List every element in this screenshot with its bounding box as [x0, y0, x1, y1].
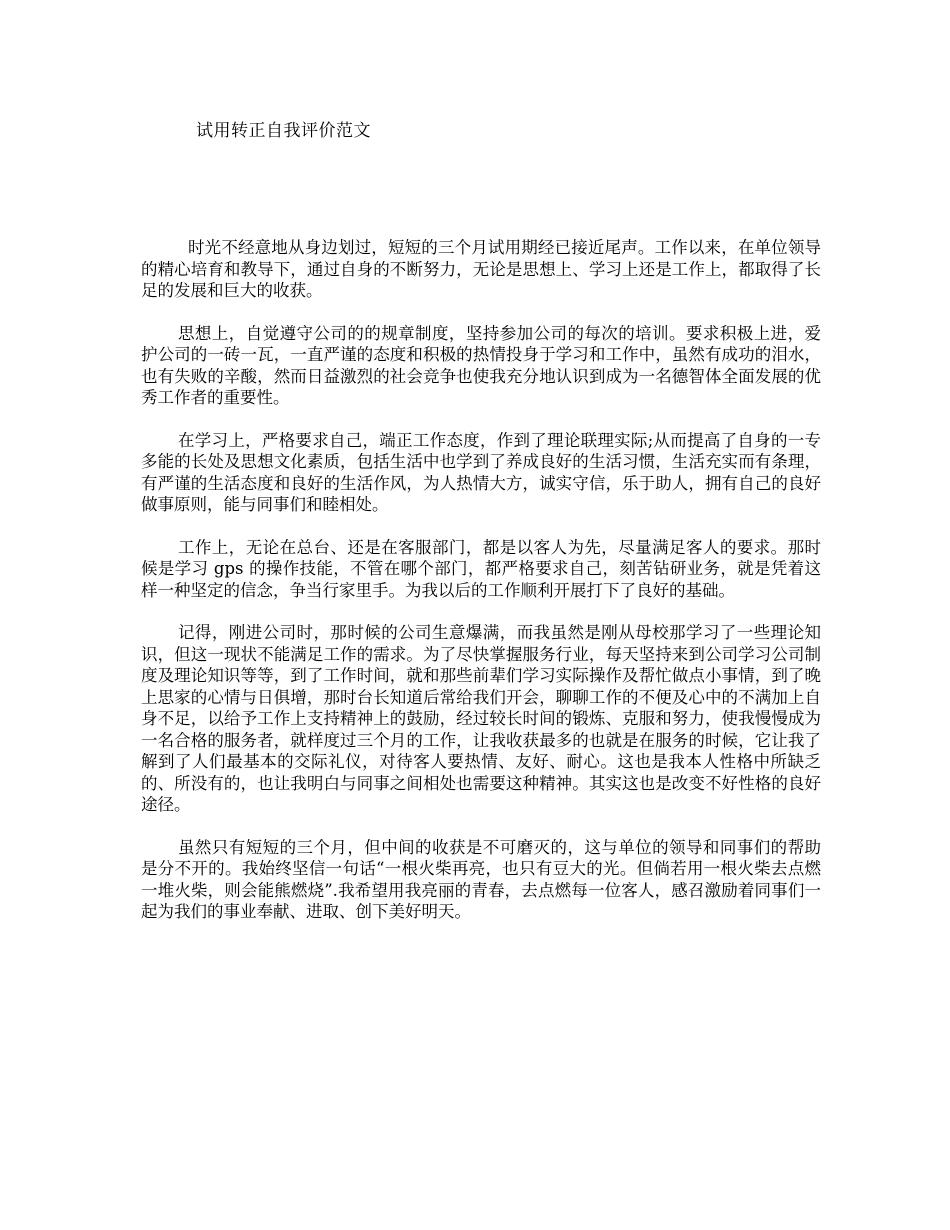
paragraph-conclusion: 虽然只有短短的三个月，但中间的收获是不可磨灭的，这与单位的领导和同事们的帮助是分不开的。我始终坚信一句话“一根火柴再亮，也只有豆大的光。但倘若用一根火柴去点燃一堆火柴，则会能熊燃烧”.我希望用我亮丽的青春，去点燃每一位客人，感召激励着同事们一起为我们的事业奉献、进取、创下美好明天。: [141, 837, 821, 921]
document-title: 试用转正自我评价范文: [196, 121, 371, 141]
paragraph-thought: 思想上，自觉遵守公司的的规章制度，坚持参加公司的每次的培训。要求积极上进，爱护公司的一砖一瓦，一直严谨的态度和积极的热情投身于学习和工作中，虽然有成功的泪水，也有失败的辛酸，然而日益激烈的社会竞争也使我充分地认识到成为一名德智体全面发展的优秀工作者的重要性。: [141, 323, 821, 407]
paragraph-intro: 时光不经意地从身边划过，短短的三个月试用期经已接近尾声。工作以来，在单位领导的精心培育和教导下，通过自身的不断努力，无论是思想上、学习上还是工作上，都取得了长足的发展和巨大的收获。: [141, 238, 821, 300]
document-body: [141, 237, 821, 944]
paragraph-work: 工作上，无论在总台、还是在客服部门，都是以客人为先，尽量满足客人的要求。那时候是学习 gps 的操作技能，不管在哪个部门，都严格要求自己，刻苦钻研业务，就是凭着这样一种坚定的信念，争当行家里手。为我以后的工作顺利开展打下了良好的基础。: [141, 537, 821, 600]
paragraph-study: 在学习上，严格要求自己，端正工作态度，作到了理论联理实际;从而提高了自身的一专多能的长处及思想文化素质，包括生活中也学到了养成良好的生活习惯，生活充实而有条理，有严谨的生活态度和良好的生活作风，为人热情大方，诚实守信，乐于助人，拥有自己的良好做事原则，能与同事们和睦相处。: [141, 430, 821, 514]
paragraph-memory: 记得，刚进公司时，那时候的公司生意爆满，而我虽然是刚从母校那学习了一些理论知识，但这一现状不能满足工作的需求。为了尽快掌握服务行业，每天坚持来到公司学习公司制度及理论知识等等，到了工作时间，就和那些前辈们学习实际操作及帮忙做点小事情，到了晚上思家的心情与日俱增，那时台长知道后常给我们开会，聊聊工作的不便及心中的不满加上自身不足，以给予工作上支持精神上的鼓励，经过较长时间的锻炼、克服和努力，使我慢慢成为一名合格的服务者，就样度过三个月的工作，让我收获最多的也就是在服务的时候，它让我了解到了人们最基本的交际礼仪，对待客人要热情、友好、耐心。这也是我本人性格中所缺乏的、所没有的，也让我明白与同事之间相处也需要这种精神。其实这也是改变不好性格的良好途径。: [141, 623, 821, 814]
